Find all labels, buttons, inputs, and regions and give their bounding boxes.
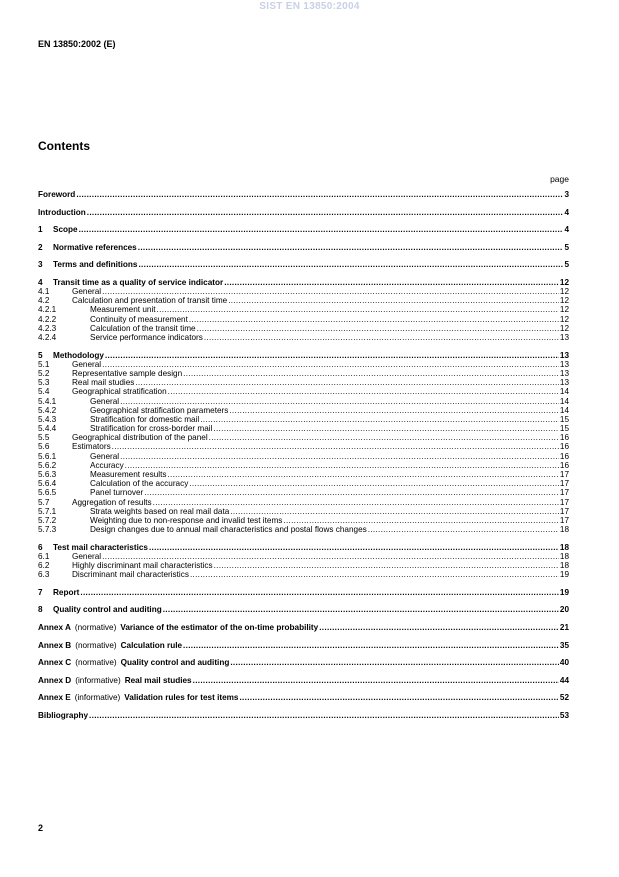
- toc-entry-title: General: [90, 396, 120, 406]
- toc-entry-title: General: [90, 451, 120, 461]
- toc-entry-title: Measurement results: [90, 470, 167, 480]
- toc-entry-title: Discriminant mail characteristics: [72, 570, 189, 580]
- toc-entry-page: 5: [564, 260, 569, 270]
- toc-dot-leader: [283, 516, 559, 525]
- toc-annex-entry[interactable]: [38, 623, 569, 632]
- toc-entry-number: 5.6.3: [38, 470, 57, 480]
- toc-entry-page: 4: [564, 225, 569, 235]
- toc-entry-page: 13: [559, 333, 569, 343]
- toc-entry-page: 18: [559, 561, 569, 571]
- toc-entry-title: Stratification for cross-border mail: [90, 424, 213, 434]
- toc-entry-number: 5: [38, 350, 43, 360]
- toc-entry[interactable]: [38, 387, 569, 396]
- toc-dot-leader: [120, 397, 559, 406]
- toc-entry[interactable]: [38, 452, 569, 461]
- toc-entry-page: 12: [559, 314, 569, 324]
- toc-entry-number: 4.2: [38, 296, 50, 306]
- toc-annex-type: (normative): [75, 640, 117, 650]
- toc-entry-page: 13: [559, 368, 569, 378]
- toc-entry[interactable]: [38, 406, 569, 415]
- toc-entry-number: 4: [38, 277, 43, 287]
- toc-entry-title: Design changes due to annual mail characteristics and postal flows changes: [90, 525, 367, 535]
- toc-entry-number: 5.7.1: [38, 506, 57, 516]
- page-title: Contents: [38, 139, 90, 153]
- toc-entry[interactable]: [38, 225, 569, 234]
- toc-entry-title: General: [72, 359, 102, 369]
- toc-dot-leader: [229, 406, 559, 415]
- toc-entry[interactable]: [38, 415, 569, 424]
- toc-entry-page: 5: [564, 242, 569, 252]
- toc-entry-page: 14: [559, 396, 569, 406]
- toc-entry-number: 8: [38, 605, 43, 615]
- toc-entry[interactable]: [38, 260, 569, 269]
- toc-entry-title: Aggregation of results: [72, 497, 152, 507]
- toc-entry-page: 13: [559, 350, 569, 360]
- toc-entry-title: Report: [53, 587, 80, 597]
- toc-entry-number: 5.6.2: [38, 460, 57, 470]
- toc-entry-number: 4.1: [38, 287, 50, 297]
- toc-dot-leader: [197, 324, 559, 333]
- toc-entry-number: 5.3: [38, 378, 50, 388]
- toc-entry-title: Test mail characteristics: [53, 542, 148, 552]
- toc-dot-leader: [163, 605, 559, 614]
- toc-entry-title: Methodology: [53, 350, 104, 360]
- toc-entry-number: 6.1: [38, 551, 50, 561]
- toc-entry-number: 5.7.2: [38, 515, 57, 525]
- toc-entry-page: 12: [559, 296, 569, 306]
- document-id: EN 13850:2002 (E): [38, 39, 116, 49]
- toc-entry-title: Continuity of measurement: [90, 314, 188, 324]
- toc-entry[interactable]: [38, 333, 569, 342]
- table-of-contents: [38, 190, 569, 720]
- toc-annex-label: Annex E: [38, 693, 71, 703]
- toc-entry-page: 13: [559, 359, 569, 369]
- toc-entry-title: Estimators: [72, 442, 111, 452]
- toc-dot-leader: [89, 711, 559, 720]
- toc-entry-title: General: [72, 287, 102, 297]
- toc-entry[interactable]: [38, 516, 569, 525]
- toc-entry-title: Geographical stratification parameters: [90, 405, 229, 415]
- toc-annex-type: (informative): [74, 693, 121, 703]
- toc-annex-entry[interactable]: [38, 658, 569, 667]
- toc-entry-page: 19: [559, 587, 569, 597]
- toc-entry[interactable]: [38, 369, 569, 378]
- toc-entry-page: 17: [559, 515, 569, 525]
- toc-entry-title: Calculation and presentation of transit time: [72, 296, 228, 306]
- toc-entry-page: 14: [559, 387, 569, 397]
- toc-entry-number: 5.7: [38, 497, 50, 507]
- toc-dot-leader: [183, 641, 559, 650]
- toc-dot-leader: [319, 623, 559, 632]
- toc-entry-number: 6: [38, 542, 43, 552]
- toc-entry-page: 19: [559, 570, 569, 580]
- toc-annex-label: Annex C: [38, 658, 72, 668]
- toc-entry-number: 2: [38, 242, 43, 252]
- toc-dot-leader: [102, 552, 559, 561]
- toc-dot-leader: [120, 452, 559, 461]
- toc-entry-title: Representative sample design: [72, 368, 183, 378]
- toc-entry[interactable]: [38, 588, 569, 597]
- toc-entry-number: 5.5: [38, 433, 50, 443]
- toc-annex-entry[interactable]: [38, 676, 569, 685]
- toc-dot-leader: [79, 225, 564, 234]
- toc-dot-leader: [76, 190, 563, 199]
- toc-dot-leader: [157, 305, 559, 314]
- toc-entry-title: Normative references: [53, 242, 137, 252]
- toc-entry[interactable]: [38, 378, 569, 387]
- toc-annex-entry[interactable]: [38, 693, 569, 702]
- toc-entry-number: 5.4.3: [38, 414, 57, 424]
- toc-entry-number: 5.1: [38, 359, 50, 369]
- toc-entry-number: 5.4.4: [38, 424, 57, 434]
- toc-entry-title: Panel turnover: [90, 488, 144, 498]
- toc-dot-leader: [193, 676, 559, 685]
- toc-dot-leader: [230, 658, 559, 667]
- toc-dot-leader: [368, 525, 559, 534]
- toc-dot-leader: [149, 543, 559, 552]
- toc-entry-page: 15: [559, 424, 569, 434]
- toc-entry-page: 20: [559, 605, 569, 615]
- toc-entry-title: Variance of the estimator of the on-time probability: [120, 623, 319, 633]
- toc-entry[interactable]: [38, 433, 569, 442]
- toc-dot-leader: [239, 693, 558, 702]
- toc-entry[interactable]: [38, 397, 569, 406]
- toc-dot-leader: [228, 296, 559, 305]
- toc-entry[interactable]: [38, 525, 569, 534]
- toc-entry-title: Highly discriminant mail characteristics: [72, 561, 213, 571]
- toc-entry-title: Accuracy: [90, 460, 124, 470]
- toc-entry-title: Real mail studies: [72, 378, 135, 388]
- toc-annex-type: (normative): [74, 623, 117, 633]
- toc-dot-leader: [189, 479, 559, 488]
- toc-dot-leader: [209, 433, 559, 442]
- toc-entry[interactable]: [38, 424, 569, 433]
- toc-entry-page: 16: [559, 460, 569, 470]
- toc-entry-page: 4: [564, 207, 569, 217]
- toc-entry-number: 5.6: [38, 442, 50, 452]
- toc-dot-leader: [183, 369, 559, 378]
- toc-entry-page: 3: [564, 190, 569, 199]
- toc-entry-page: 17: [559, 488, 569, 498]
- toc-entry-page: 18: [559, 542, 569, 552]
- toc-entry-page: 18: [559, 551, 569, 561]
- toc-entry-number: 5.2: [38, 368, 50, 378]
- toc-entry-page: 16: [559, 451, 569, 461]
- toc-dot-leader: [144, 488, 559, 497]
- toc-dot-leader: [138, 260, 563, 269]
- toc-entry[interactable]: [38, 570, 569, 579]
- toc-entry-title: Foreword: [38, 190, 76, 199]
- toc-entry-number: 7: [38, 587, 43, 597]
- toc-dot-leader: [153, 498, 559, 507]
- toc-dot-leader: [102, 360, 559, 369]
- toc-entry-number: 5.6.4: [38, 479, 57, 489]
- toc-entry-title: Validation rules for test items: [124, 693, 239, 703]
- toc-entry-title: Scope: [53, 225, 78, 235]
- toc-entry[interactable]: [38, 605, 569, 614]
- toc-entry-page: 18: [559, 525, 569, 535]
- toc-entry-title: Geographical stratification: [72, 387, 167, 397]
- toc-entry[interactable]: [38, 488, 569, 497]
- toc-entry-number: 6.2: [38, 561, 50, 571]
- toc-dot-leader: [190, 570, 559, 579]
- toc-entry[interactable]: [38, 360, 569, 369]
- toc-entry[interactable]: [38, 479, 569, 488]
- toc-annex-label: Annex A: [38, 623, 71, 633]
- toc-entry[interactable]: [38, 190, 569, 199]
- toc-annex-type: (informative): [75, 675, 121, 685]
- toc-entry-page: 14: [559, 405, 569, 415]
- toc-entry-page: 17: [559, 479, 569, 489]
- toc-dot-leader: [168, 387, 559, 396]
- toc-entry-number: 5.4.2: [38, 405, 57, 415]
- toc-entry-page: 12: [559, 287, 569, 297]
- toc-entry[interactable]: [38, 296, 569, 305]
- toc-dot-leader: [213, 424, 558, 433]
- toc-entry-number: 6.3: [38, 570, 50, 580]
- toc-entry-page: 15: [559, 414, 569, 424]
- toc-dot-leader: [167, 470, 558, 479]
- page-column-label: page: [550, 174, 569, 184]
- toc-entry-page: 16: [559, 433, 569, 443]
- toc-entry-page: 17: [559, 497, 569, 507]
- toc-entry-title: Weighting due to non-response and invalid test items: [90, 515, 283, 525]
- toc-dot-leader: [214, 561, 559, 570]
- toc-entry[interactable]: [38, 243, 569, 252]
- toc-dot-leader: [112, 442, 559, 451]
- toc-entry[interactable]: [38, 442, 569, 451]
- toc-entry-number: 4.2.2: [38, 314, 57, 324]
- watermark: SIST EN 13850:2004: [259, 1, 360, 12]
- toc-entry-page: 16: [559, 442, 569, 452]
- toc-entry-page: 17: [559, 470, 569, 480]
- toc-entry[interactable]: [38, 351, 569, 360]
- toc-entry-title: Calculation of the transit time: [90, 323, 196, 333]
- toc-dot-leader: [224, 278, 559, 287]
- toc-entry-title: Introduction: [38, 207, 86, 217]
- toc-entry-number: 5.6.5: [38, 488, 57, 498]
- toc-entry-page: 13: [559, 378, 569, 388]
- toc-annex-label: Annex D: [38, 675, 72, 685]
- toc-entry-page: 40: [559, 658, 569, 668]
- toc-entry-title: Transit time as a quality of service indicator: [53, 277, 224, 287]
- toc-entry-title: General: [72, 551, 102, 561]
- toc-entry-title: Stratification for domestic mail: [90, 414, 200, 424]
- toc-entry-number: 4.2.1: [38, 305, 57, 315]
- toc-entry-page: 17: [559, 506, 569, 516]
- toc-entry[interactable]: [38, 552, 569, 561]
- toc-dot-leader: [102, 287, 559, 296]
- toc-entry[interactable]: [38, 470, 569, 479]
- toc-entry-page: 52: [559, 693, 569, 703]
- toc-entry[interactable]: [38, 711, 569, 720]
- toc-entry-title: Service performance indicators: [90, 333, 203, 343]
- toc-dot-leader: [230, 507, 559, 516]
- toc-entry[interactable]: [38, 498, 569, 507]
- toc-dot-leader: [138, 243, 564, 252]
- toc-dot-leader: [87, 208, 564, 217]
- toc-entry[interactable]: [38, 287, 569, 296]
- toc-dot-leader: [135, 378, 559, 387]
- toc-annex-entry[interactable]: [38, 641, 569, 650]
- toc-entry-title: Real mail studies: [124, 675, 192, 685]
- toc-dot-leader: [189, 315, 559, 324]
- toc-entry-number: 4.2.4: [38, 333, 57, 343]
- toc-entry-number: 1: [38, 225, 43, 235]
- toc-entry-title: Terms and definitions: [53, 260, 138, 270]
- toc-entry[interactable]: [38, 561, 569, 570]
- toc-entry[interactable]: [38, 507, 569, 516]
- toc-entry-title: Strata weights based on real mail data: [90, 506, 230, 516]
- toc-entry[interactable]: [38, 208, 569, 217]
- page-number: 2: [38, 823, 44, 833]
- toc-entry-title: Measurement unit: [90, 305, 156, 315]
- toc-dot-leader: [200, 415, 559, 424]
- toc-entry-page: 12: [559, 277, 569, 287]
- toc-entry-number: 4.2.3: [38, 323, 57, 333]
- toc-dot-leader: [125, 461, 559, 470]
- toc-entry-page: 21: [559, 623, 569, 633]
- toc-entry-title: Calculation of the accuracy: [90, 479, 189, 489]
- toc-entry-number: 5.4: [38, 387, 50, 397]
- toc-dot-leader: [80, 588, 559, 597]
- toc-entry-title: Quality control and auditing: [120, 658, 230, 668]
- toc-entry-number: 5.7.3: [38, 525, 57, 535]
- toc-entry-title: Quality control and auditing: [53, 605, 162, 615]
- toc-entry-page: 12: [559, 323, 569, 333]
- toc-entry[interactable]: [38, 315, 569, 324]
- toc-entry-page: 53: [559, 710, 569, 720]
- toc-annex-label: Annex B: [38, 640, 72, 650]
- toc-annex-type: (normative): [75, 658, 117, 668]
- toc-entry[interactable]: [38, 305, 569, 314]
- toc-entry-title: Bibliography: [38, 710, 89, 720]
- toc-entry-page: 44: [559, 675, 569, 685]
- toc-entry-number: 5.4.1: [38, 396, 57, 406]
- toc-entry-title: Calculation rule: [120, 640, 183, 650]
- toc-entry-page: 35: [559, 640, 569, 650]
- toc-entry[interactable]: [38, 324, 569, 333]
- toc-dot-leader: [204, 333, 559, 342]
- toc-entry-number: 3: [38, 260, 43, 270]
- toc-entry[interactable]: [38, 543, 569, 552]
- toc-dot-leader: [105, 351, 559, 360]
- toc-entry-number: 5.6.1: [38, 451, 57, 461]
- toc-entry[interactable]: [38, 278, 569, 287]
- toc-entry[interactable]: [38, 461, 569, 470]
- toc-entry-title: Geographical distribution of the panel: [72, 433, 208, 443]
- toc-entry-page: 12: [559, 305, 569, 315]
